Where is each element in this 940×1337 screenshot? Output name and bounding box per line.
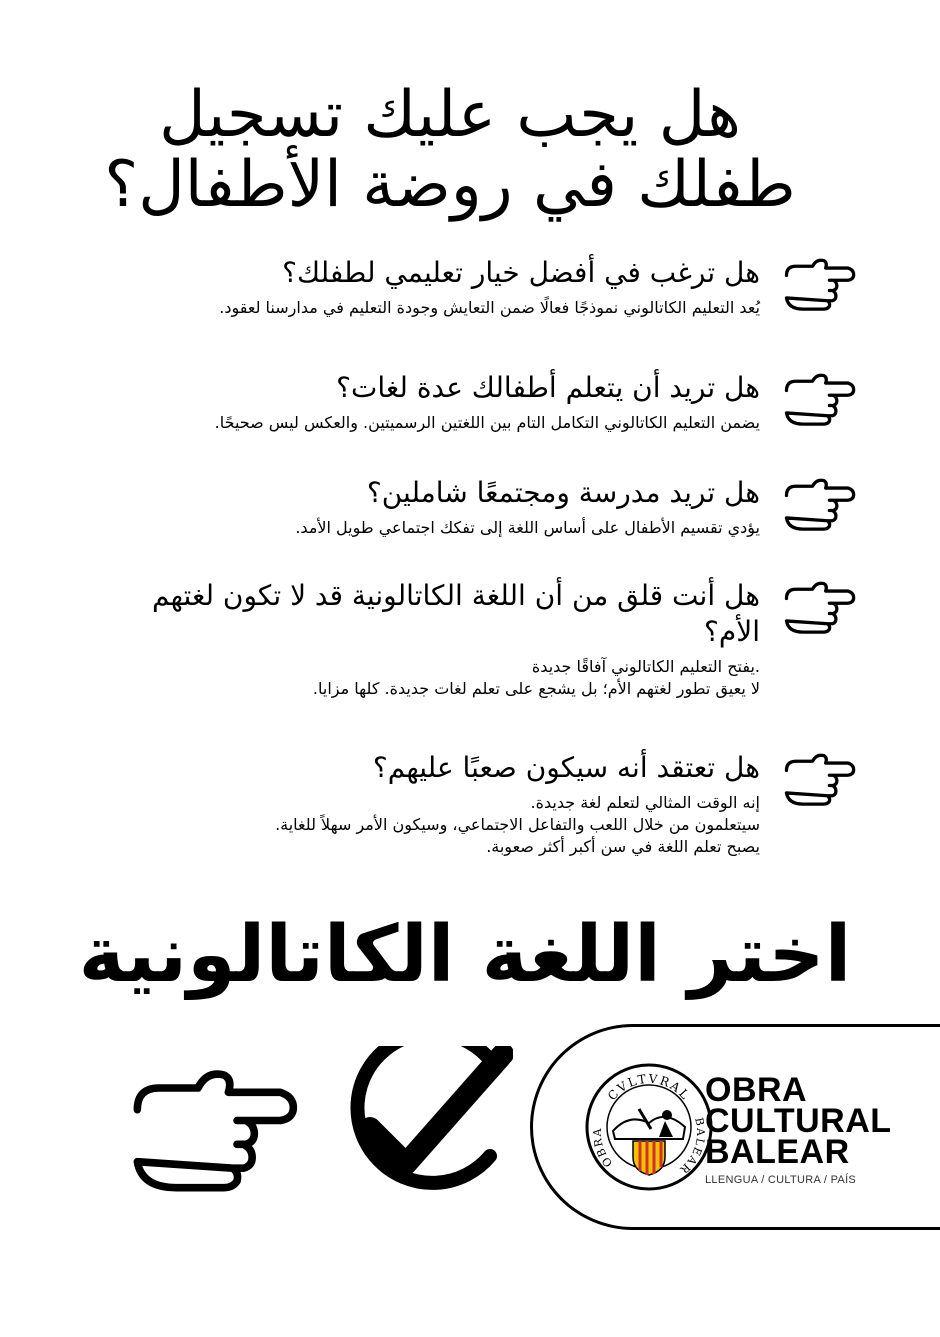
large-pointing-hand-icon [110,1062,325,1192]
pointing-hand-icon [782,370,860,426]
headline: اختر اللغة الكاتالونية [78,910,852,1000]
question-answer: إنه الوقت المثالي لتعلم لغة جديدة. سيتعلمون من خلال اللعب والتفاعل الاجتماعي، وسيكون الأمر سهلاً للغاية. يصبح تعلم اللغة في سن أكبر أكثر صعوبة. [275,793,760,856]
question-title: هل تريد مدرسة ومجتمعًا شاملين؟ [366,476,760,509]
question-answer: يؤدي تقسيم الأطفال على أساس اللغة إلى تفكك اجتماعي طويل الأمد. [295,518,760,537]
page-title [60,80,840,220]
svg-text:CVLTVRAL: CVLTVRAL [604,1071,694,1104]
question-title: هل ترغب في أفضل خيار تعليمي لطفلك؟ [282,256,760,289]
question-item-5 [100,750,860,858]
question-item-3 [100,475,860,539]
question-answer: يُعد التعليم الكاتالوني نموذجًا فعالًا ضمن التعايش وجودة التعليم في مدارسنا لعقود. [219,298,760,317]
question-item-1 [100,255,860,319]
pointing-hand-icon [782,475,860,531]
brand-name-line-3: BALEAR [705,1133,850,1171]
svg-text:BALEAR: BALEAR [676,1116,708,1177]
brand-logotype [705,1071,892,1186]
pointing-hand-icon [782,578,860,634]
checkmark-icon [318,1046,513,1206]
question-item-2 [100,370,860,434]
question-item-4 [100,578,860,700]
title-line-1: هل يجب عليك تسجيل [159,78,741,152]
svg-text:OBRA: OBRA [590,1126,616,1170]
brand-name-line-2: CULTURAL [705,1102,892,1140]
question-title: هل تريد أن يتعلم أطفالك عدة لغات؟ [336,371,760,404]
obra-cultural-balear-seal-icon [579,1057,719,1197]
question-title: هل تعتقد أنه سيكون صعبًا عليهم؟ [372,751,760,784]
question-answer: يضمن التعليم الكاتالوني التكامل التام بين اللغتين الرسميتين. والعكس ليس صحيحًا. [214,413,760,432]
brand-tagline: LLENGUA / CULTURA / PAÍS [705,1174,857,1186]
title-line-2: طفلك في روضة الأطفال؟ [104,148,796,222]
pointing-hand-icon [782,750,860,806]
pointing-hand-icon [782,255,860,311]
brand-panel [530,1024,940,1230]
brand-name-line-1: OBRA [705,1071,808,1109]
question-answer: .يفتح التعليم الكاتالوني آفاقًا جديدة لا يعيق تطور لغتهم الأم؛ بل يشجع على تعلم لغات جديدة. كلها مزايا. [312,657,760,698]
question-title: هل أنت قلق من أن اللغة الكاتالونية قد لا تكون لغتهم الأم؟ [151,579,760,648]
